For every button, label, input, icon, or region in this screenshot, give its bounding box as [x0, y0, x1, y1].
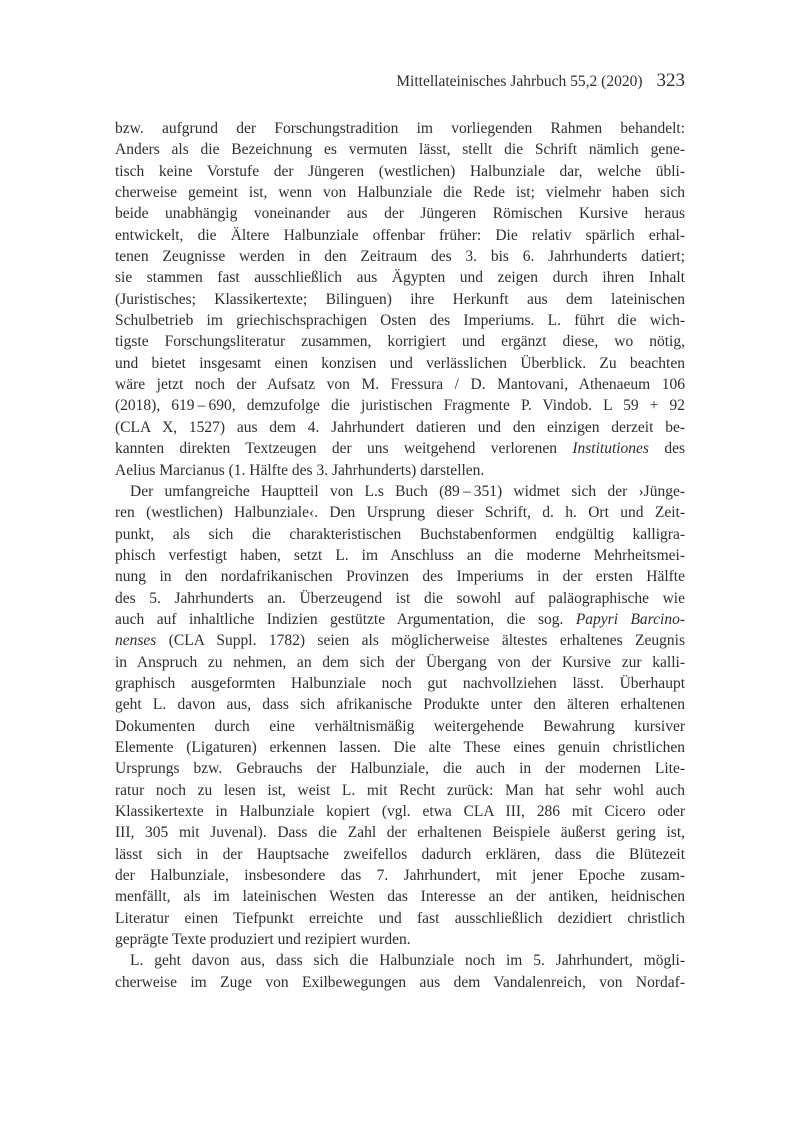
text-line: cherweise gemeint ist, wenn von Halbunziale die Rede ist; vielmehr haben sich: [115, 184, 685, 202]
text-line: tisch keine Vorstufe der Jüngeren (westlichen) Halbunziale dar, welche übli-: [115, 162, 685, 180]
text-line: Klassikertexte in Halbunziale kopiert (vgl. etwa CLA III, 286 mit Cicero oder: [115, 803, 685, 820]
body-text: [115, 118, 685, 993]
text-line: III, 305 mit Juvenal). Dass die Zahl der erhaltenen Beispiele äußerst gering ist,: [115, 824, 685, 842]
running-header-journal: Mittellateinisches Jahrbuch 55,2 (2020): [396, 73, 643, 90]
text-line: (Juristisches; Klassikertexte; Bilinguen) ihre Herkunft aus dem lateinischen: [115, 290, 685, 308]
text-line: Anders als die Bezeichnung es vermuten lässt, stellt die Schrift nämlich gene-: [115, 141, 685, 159]
text-line: auch auf inhaltliche Indizien gestützte Argumentation, die sog. Papyri Barcino-: [115, 610, 685, 628]
text-line: cherweise im Zuge von Exilbewegungen aus dem Vandalenreich, von Nordaf-: [115, 973, 685, 991]
text-line: entwickelt, die Ältere Halbunziale offenbar früher: Die relativ spärlich erhal-: [115, 226, 685, 244]
text-line: ren (westlichen) Halbunziale‹. Den Ursprung dieser Schrift, d. h. Ort und Zeit-: [115, 504, 685, 522]
text-line: L. geht davon aus, dass sich die Halbunziale noch im 5. Jahrhundert, mögli-: [130, 952, 685, 970]
text-line: und bietet insgesamt einen konzisen und verlässlichen Überblick. Zu beachten: [115, 354, 685, 372]
text-line: nung in den nordafrikanischen Provinzen des Imperiums in der ersten Hälfte: [115, 568, 685, 586]
text-line: menfällt, als im lateinischen Westen das Interesse an der antiken, heidnischen: [115, 888, 685, 906]
text-line: tigste Forschungsliteratur zusammen, korrigiert und ergänzt diese, wo nötig,: [115, 333, 685, 351]
text-line: beide unabhängig voneinander aus der Jüngeren Römischen Kursive heraus: [115, 205, 685, 223]
text-line: Elemente (Ligaturen) erkennen lassen. Die alte These eines genuin christlichen: [115, 738, 685, 756]
text-line: ratur noch zu lesen ist, weist L. mit Recht zurück: Man hat sehr wohl auch: [115, 781, 685, 799]
text-line: phisch verfestigt haben, setzt L. im Anschluss an die moderne Mehrheitsmei-: [115, 546, 685, 564]
text-line: lässt sich in der Hauptsache zweifellos dadurch erklären, dass die Blütezeit: [115, 845, 685, 863]
text-line: Der umfangreiche Hauptteil von L.s Buch (89 – 351) widmet sich der ›Jünge-: [130, 482, 685, 500]
text-line: graphisch ausgeformten Halbunziale noch gut nachvollziehen lässt. Überhaupt: [115, 674, 685, 692]
paragraph: [115, 118, 685, 481]
text-line: kannten direkten Textzeugen der uns weitgehend verlorenen Institutiones des: [115, 440, 685, 458]
text-line: wäre jetzt noch der Aufsatz von M. Fressura / D. Mantovani, Athenaeum 106: [115, 376, 685, 394]
text-line: punkt, als sich die charakteristischen Buchstabenformen endgültig kalligra-: [115, 525, 685, 543]
text-line: (CLA X, 1527) aus dem 4. Jahrhundert datieren und den einzigen derzeit be-: [115, 418, 685, 436]
text-line: (2018), 619 – 690, demzufolge die juristischen Fragmente P. Vindob. L 59 + 92: [115, 397, 685, 415]
text-line: Ursprungs bzw. Gebrauchs der Halbunziale, die auch in der modernen Lite-: [115, 760, 685, 778]
text-line: nenses (CLA Suppl. 1782) seien als möglicherweise ältestes erhaltenes Zeugnis: [115, 632, 685, 650]
text-line: bzw. aufgrund der Forschungstradition im vorliegenden Rahmen behandelt:: [115, 120, 685, 137]
paragraph: [115, 950, 685, 993]
text-line: in Anspruch zu nehmen, an dem sich der Übergang von der Kursive zur kalli-: [115, 653, 685, 671]
text-line: geht L. davon aus, dass sich afrikanische Produkte unter den älteren erhaltenen: [115, 696, 685, 714]
text-line: Aelius Marcianus (1. Hälfte des 3. Jahrhunderts) darstellen.: [115, 461, 485, 479]
running-header: [115, 70, 685, 92]
page-number: 323: [656, 70, 685, 91]
text-line: tenen Zeugnisse werden in den Zeitraum des 3. bis 6. Jahrhunderts datiert;: [115, 248, 685, 266]
text-line: Literatur einen Tiefpunkt erreichte und fast ausschließlich dezidiert christlich: [115, 909, 685, 927]
text-line: sie stammen fast ausschließlich aus Ägypten und zeigen durch ihren Inhalt: [115, 269, 685, 287]
text-line: der Halbunziale, insbesondere das 7. Jahrhundert, mit jener Epoche zusam-: [115, 867, 685, 885]
text-line: Schulbetrieb im griechischsprachigen Osten des Imperiums. L. führt die wich-: [115, 312, 685, 330]
text-line: des 5. Jahrhunderts an. Überzeugend ist die sowohl auf paläographische wie: [115, 589, 685, 607]
text-line: geprägte Texte produziert und rezipiert wurden.: [115, 931, 411, 949]
paragraph: [115, 481, 685, 951]
text-line: Dokumenten durch eine verhältnismäßig weitergehende Bewahrung kursiver: [115, 717, 685, 735]
